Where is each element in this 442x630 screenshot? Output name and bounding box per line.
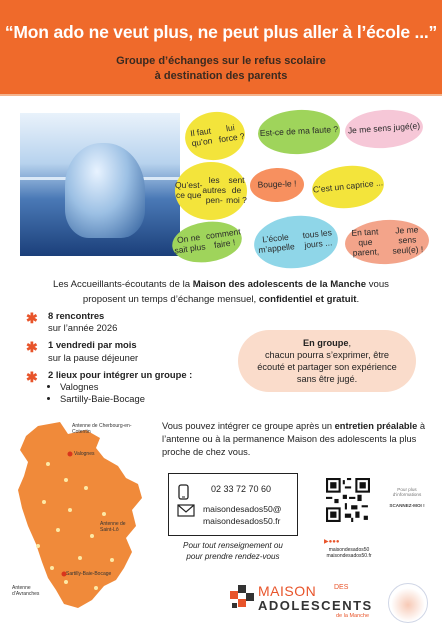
contact-box	[168, 473, 298, 536]
speech-bubble: L’école m’appelle tous les jours ...	[252, 212, 341, 272]
subtitle-line-2: à destination des parents	[154, 70, 288, 82]
mda-logo: MAISON DES ADOLESCENTS de la Manche	[228, 583, 256, 620]
partner-badge-logo	[388, 583, 428, 623]
logo-mark-icon	[228, 583, 256, 615]
location-valognes: • Valognes	[60, 381, 240, 393]
group-info-pill: En groupe, chacun pourra s’exprimer, être écouté et partager son expérience sans être jugé.	[238, 330, 416, 392]
list-item: ✱ 2 lieux pour intégrer un groupe : • Valognes • Sartilly-Baie-Bocage	[20, 369, 240, 406]
envelope-icon	[177, 504, 195, 517]
location-sartilly: • Sartilly-Baie-Bocage	[60, 393, 240, 405]
map-label: Antenne de Saint-Lô	[100, 521, 126, 533]
key-facts-list	[20, 310, 240, 411]
asterisk-icon: ✱	[26, 310, 38, 326]
qr-caption: maisondesados50 maisondesados50.fr	[326, 547, 372, 559]
asterisk-icon: ✱	[26, 368, 38, 385]
manche-map	[8, 418, 148, 616]
asterisk-icon: ✱	[26, 339, 38, 356]
header-banner	[0, 0, 442, 96]
phone-icon	[177, 484, 191, 500]
map-label: Antenne d’Avranches	[12, 585, 40, 597]
speech-bubble: Est-ce de ma faute ?	[257, 108, 341, 156]
map-label: Antenne de Cherbourg-en-Cotentin	[72, 423, 132, 435]
map-label: Valognes	[74, 451, 95, 457]
page-title: “Mon ado ne veut plus, ne peut plus aller à l’école ...”	[4, 22, 438, 42]
qr-code[interactable]	[326, 478, 370, 522]
social-icons: ▶●●●	[324, 539, 340, 545]
email-line-2[interactable]: maisondesados50.fr	[203, 516, 281, 526]
list-item: ✱ 1 vendredi par mois sur la pause déjeuner	[26, 339, 139, 363]
speech-bubble: Je me sens jugé(e)	[344, 107, 424, 150]
speech-bubble: Bouge-le !	[249, 167, 304, 203]
rdv-note: Pour tout renseignement ou pour prendre rendez-vous	[183, 541, 283, 561]
phone-number[interactable]: 02 33 72 70 60	[211, 484, 272, 494]
iceberg-photo	[20, 113, 180, 256]
intro-text: Les Accueillants-écoutants de la Maison des adolescents de la Manche vous proposent un temps d’échange mensuel, confidentiel et gratuit.	[53, 279, 389, 305]
join-text: Vous pouvez intégrer ce groupe après un entretien préalable à l’antenne ou à la permanence Maison des adolescents la plus proche de chez vous.	[162, 421, 426, 458]
speech-bubble: En tant que parent, Je me sens seul(e) !	[344, 218, 430, 266]
speech-bubble: Il faut qu’on lui force ?	[182, 108, 248, 164]
speech-bubble: On ne sait plus comment faire !	[170, 217, 245, 266]
organisation-name: Maison des adolescents de la Manche	[192, 279, 367, 290]
subtitle-line-1: Groupe d’échanges sur le refus scolaire	[116, 55, 326, 67]
speech-bubble: C’est un caprice ...	[310, 162, 386, 211]
map-label: Sartilly-Baie-Bocage	[66, 571, 112, 577]
scan-me-note: Pour plus d’informations SCANNEZ-MOI !	[389, 487, 425, 508]
speech-bubble: Qu’est-ce que les autres pen- sent de moi ?	[175, 162, 247, 220]
email-line-1[interactable]: maisondesados50@	[203, 504, 282, 514]
list-item: ✱ 8 rencontres sur l’année 2026	[26, 310, 118, 334]
